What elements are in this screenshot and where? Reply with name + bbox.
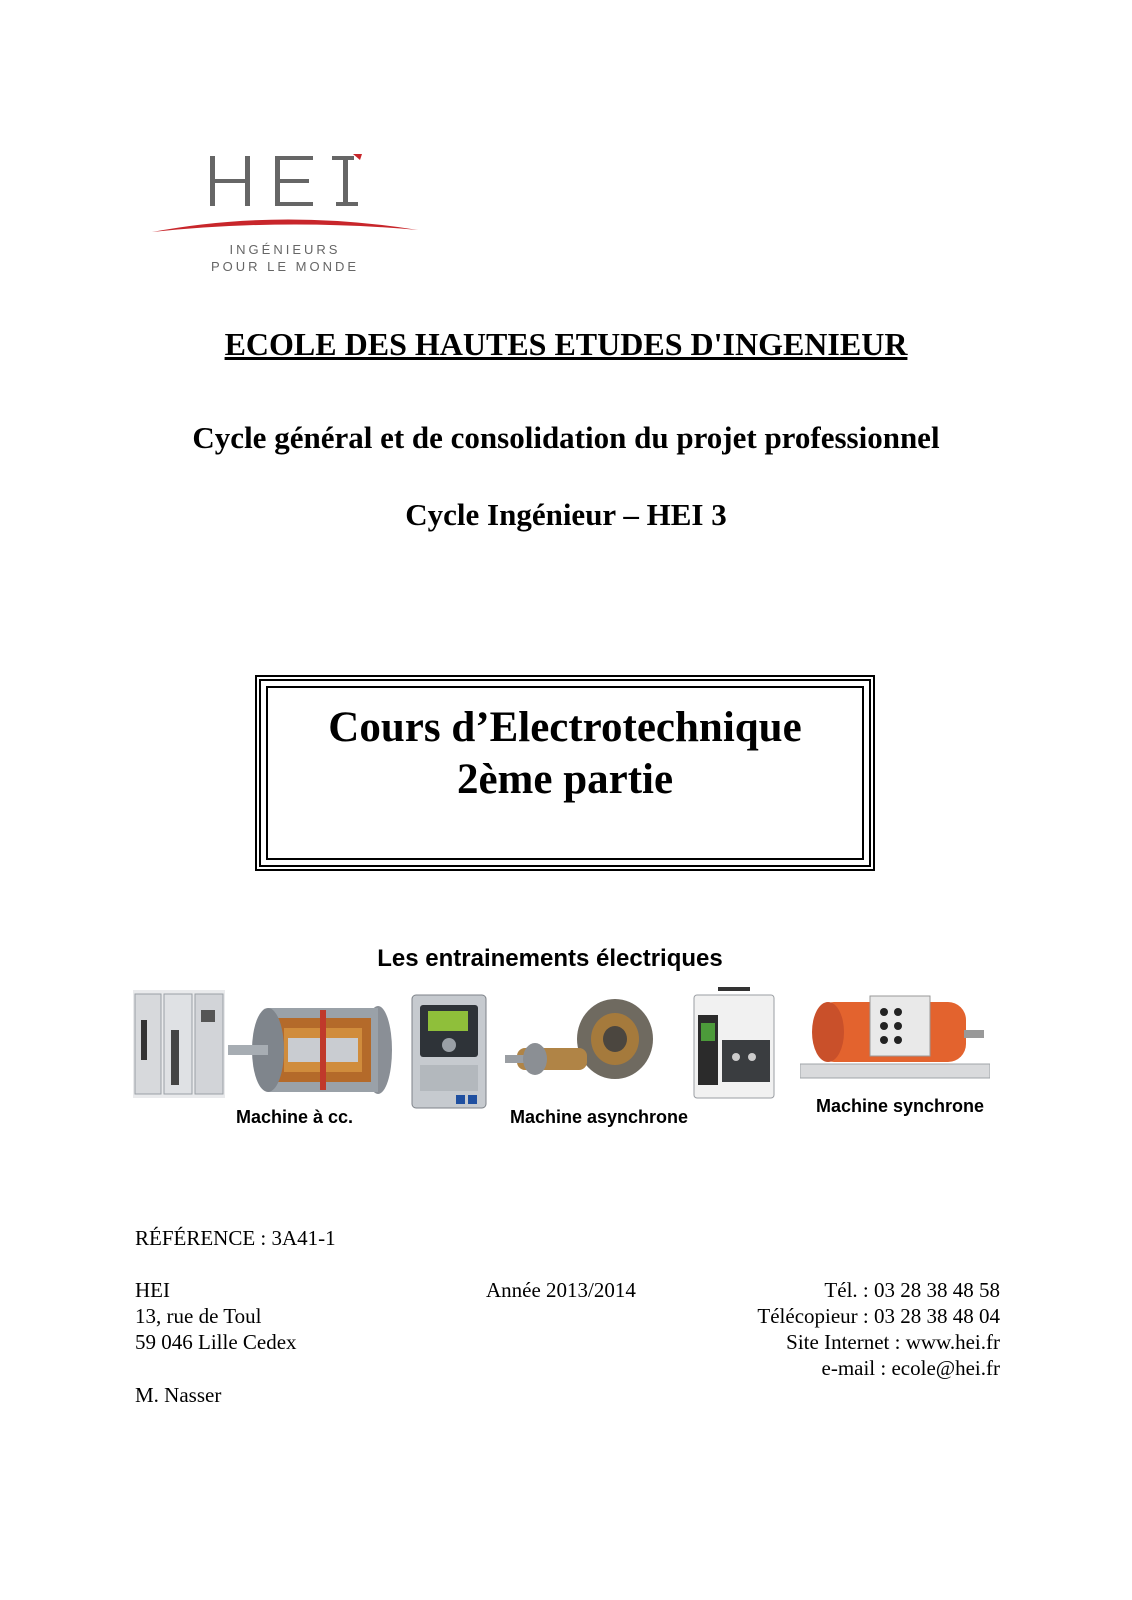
email: e-mail : ecole@hei.fr: [821, 1356, 1000, 1380]
caption-async-machine: Machine asynchrone: [510, 1107, 689, 1127]
async-motor-image: [505, 993, 655, 1091]
caption-dc-machine: Machine à cc.: [236, 1107, 354, 1127]
contact-block: [660, 1277, 1000, 1381]
controller-box-image: [692, 985, 777, 1100]
drive-cabinet-image: [133, 990, 225, 1098]
logo-tagline-1: INGÉNIEURS: [229, 242, 341, 257]
cycle-line-1: Cycle général et de consolidation du projet professionnel: [192, 420, 940, 455]
illustrations-heading: Les entrainements électriques: [377, 945, 723, 972]
address-line: 13, rue de Toul: [135, 1304, 262, 1328]
address-line: HEI: [135, 1278, 170, 1302]
academic-year: Année 2013/2014: [486, 1278, 636, 1302]
reference: RÉFÉRENCE : 3A41-1: [135, 1226, 336, 1250]
caption-sync-machine: Machine synchrone: [816, 1096, 985, 1116]
course-title-box: [255, 675, 875, 871]
cycle-line-2: Cycle Ingénieur – HEI 3: [405, 497, 727, 532]
sync-motor-image: [800, 990, 990, 1086]
course-title: Cours d’Electrotechnique: [328, 704, 802, 751]
dc-motor-image: [228, 1000, 393, 1100]
course-part: 2ème partie: [456, 756, 674, 803]
fax: Télécopieur : 03 28 38 48 04: [757, 1304, 1000, 1328]
author: M. Nasser: [135, 1383, 222, 1407]
school-name: ECOLE DES HAUTES ETUDES D'INGENIEUR: [224, 326, 908, 362]
phone: Tél. : 03 28 38 48 58: [824, 1278, 1000, 1302]
logo-tagline-2: POUR LE MONDE: [210, 259, 360, 274]
speed-drive-image: [410, 993, 488, 1110]
hei-logo: [150, 150, 420, 280]
address-block: [135, 1277, 297, 1355]
website: Site Internet : www.hei.fr: [786, 1330, 1000, 1354]
address-line: 59 046 Lille Cedex: [135, 1330, 297, 1354]
